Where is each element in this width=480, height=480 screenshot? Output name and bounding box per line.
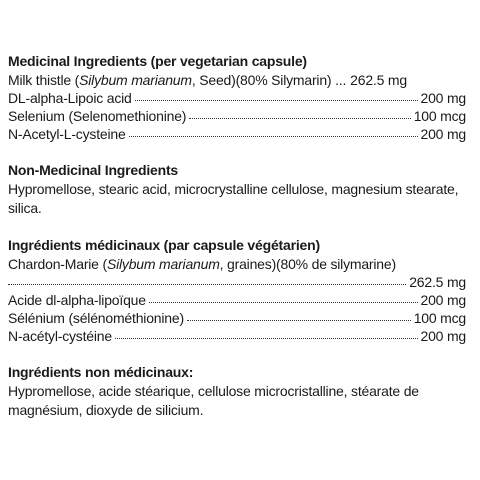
en-nonmedicinal-section	[8, 161, 466, 218]
en-ingredient-row	[8, 89, 466, 107]
fr-ingredient-row	[8, 291, 466, 309]
en-milk-thistle-value: 262.5 mg	[350, 72, 407, 88]
leader-dots	[149, 290, 418, 303]
fr-ingredient-row	[8, 309, 466, 327]
leader-dots	[115, 326, 418, 339]
fr-ingredient-label: Acide dl-alpha-lipoïque	[8, 292, 146, 308]
en-medicinal-heading: Medicinal Ingredients (per vegetarian capsule)	[8, 53, 307, 69]
fr-ingredient-label: Sélénium (sélénométhionine)	[8, 310, 184, 326]
leader-dots	[129, 124, 418, 137]
fr-ingredient-row	[8, 327, 466, 345]
fr-nonmedicinal-text: Hypromellose, acide stéarique, cellulose microcristalline, stéarate de magnésium, dioxyde de silicium.	[8, 383, 419, 418]
fr-chardon-latin: Silybum marianum	[106, 256, 220, 272]
en-nonmedicinal-heading: Non-Medicinal Ingredients	[8, 162, 179, 178]
leader-dots	[187, 308, 411, 321]
en-ingredient-label: DL-alpha-Lipoic acid	[8, 90, 132, 106]
fr-ingredient-value: 100 mcg	[413, 310, 466, 326]
en-milk-thistle-row	[8, 71, 466, 89]
en-medicinal-section	[8, 52, 466, 143]
fr-chardon-post: , graines)(80% de silymarine)	[219, 256, 396, 272]
fr-ingredient-value: 200 mg	[420, 328, 466, 344]
fr-chardon-value: 262.5 mg	[409, 274, 466, 290]
fr-chardon-pre: Chardon-Marie (	[8, 256, 107, 272]
en-milk-thistle-post: , Seed)(80% Silymarin) ...	[191, 72, 347, 88]
leader-dots	[189, 106, 410, 119]
leader-dots	[135, 88, 418, 101]
en-milk-thistle-pre: Milk thistle (	[8, 72, 80, 88]
fr-medicinal-heading: Ingrédients médicinaux (par capsule végétarien)	[8, 237, 320, 253]
en-ingredient-label: Selenium (Selenomethionine)	[8, 108, 187, 124]
fr-chardon-row	[8, 255, 466, 273]
en-ingredient-value: 200 mg	[420, 126, 466, 142]
en-ingredient-row	[8, 107, 466, 125]
en-ingredient-value: 100 mcg	[413, 108, 466, 124]
en-ingredient-row	[8, 125, 466, 143]
en-nonmedicinal-text: Hypromellose, stearic acid, microcrystalline cellulose, magnesium stearate, silica.	[8, 181, 459, 216]
fr-nonmedicinal-heading: Ingrédients non médicinaux:	[8, 364, 194, 380]
fr-ingredient-value: 200 mg	[420, 292, 466, 308]
leader-dots	[8, 272, 406, 285]
fr-chardon-value-row	[8, 273, 466, 291]
en-milk-thistle-latin: Silybum marianum	[79, 72, 192, 88]
en-ingredient-value: 200 mg	[420, 90, 466, 106]
fr-ingredient-label: N-acétyl-cystéine	[8, 328, 112, 344]
fr-medicinal-section	[8, 236, 466, 345]
en-ingredient-label: N-Acetyl-L-cysteine	[8, 126, 126, 142]
fr-nonmedicinal-section	[8, 363, 466, 420]
